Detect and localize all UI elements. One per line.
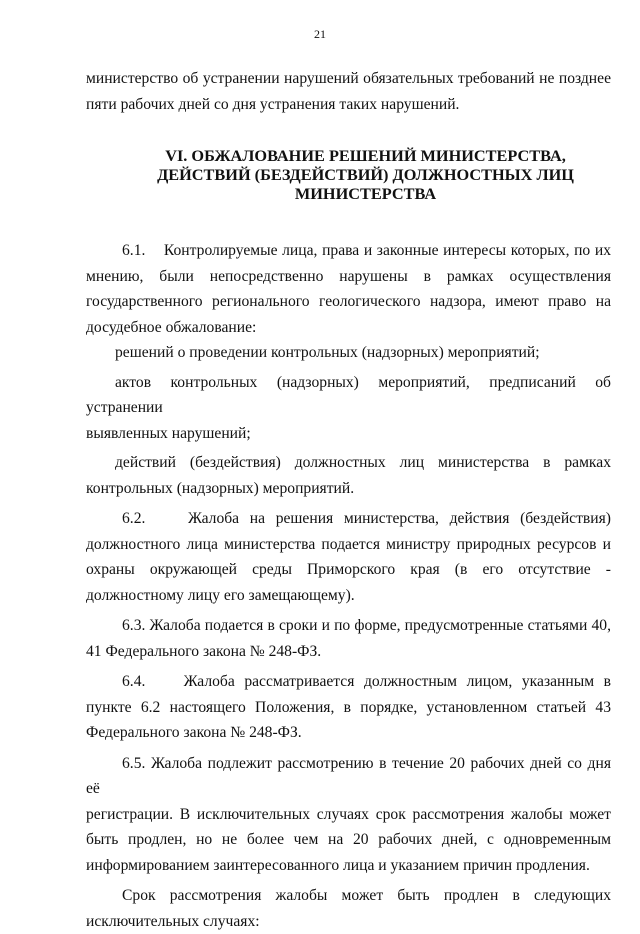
- p6-2-line-2: должностного лица министерства подается министру природных ресурсов и: [86, 532, 611, 558]
- p6-5-line-3: быть продлен, но не более чем на 20 рабочих дней, с одновременным: [86, 827, 611, 853]
- list-actions-line-1: действий (бездействия) должностных лиц министерства в рамках: [86, 450, 611, 476]
- paragraph-6-4: [86, 669, 611, 746]
- p6-1-line-3: государственного регионального геологического надзора, имеют право на: [86, 289, 611, 315]
- page-number: 21: [0, 27, 640, 42]
- paragraph-6-1: [86, 238, 611, 340]
- p-extend-line-2: исключительных случаях:: [86, 909, 611, 934]
- list-actions-line-2: контрольных (надзорных) мероприятий.: [86, 476, 611, 502]
- p6-1-line-1: 6.1. Контролируемые лица, права и законные интересы которых, по их: [86, 238, 611, 264]
- intro-line-2: пяти рабочих дней со дня устранения таких нарушений.: [86, 92, 611, 118]
- section-heading-line-2: ДЕЙСТВИЙ (БЕЗДЕЙСТВИЙ) ДОЛЖНОСТНЫХ ЛИЦ: [120, 165, 611, 184]
- section-heading-line-1: VI. ОБЖАЛОВАНИЕ РЕШЕНИЙ МИНИСТЕРСТВА,: [120, 146, 611, 165]
- section-heading: [86, 146, 611, 203]
- p6-1-line-2: мнению, были непосредственно нарушены в рамках осуществления: [86, 264, 611, 290]
- p6-3-line-2: 41 Федерального закона № 248-ФЗ.: [86, 639, 611, 665]
- p6-4-line-3: Федерального закона № 248-ФЗ.: [86, 720, 611, 746]
- list-acts-line-2: выявленных нарушений;: [86, 421, 611, 447]
- p6-2-line-3: охраны окружающей среды Приморского края (в его отсутствие -: [86, 557, 611, 583]
- paragraph-6-5: [86, 751, 611, 879]
- list-item-actions: [86, 450, 611, 501]
- page-content: [86, 66, 611, 934]
- paragraph-extension: [86, 883, 611, 934]
- p6-4-line-2: пункте 6.2 настоящего Положения, в порядке, установленном статьей 43: [86, 695, 611, 721]
- p6-5-line-4: информированием заинтересованного лица и указанием причин продления.: [86, 853, 611, 879]
- list-item-acts: [86, 370, 611, 447]
- p6-5-line-2: регистрации. В исключительных случаях срок рассмотрения жалобы может: [86, 802, 611, 828]
- p6-1-line-4: досудебное обжалование:: [86, 315, 611, 341]
- p6-3-line-1: 6.3. Жалоба подается в сроки и по форме, предусмотренные статьями 40,: [86, 613, 611, 639]
- list-item-decisions: решений о проведении контрольных (надзорных) мероприятий;: [86, 340, 611, 366]
- p6-2-line-1: 6.2. Жалоба на решения министерства, действия (бездействия): [86, 506, 611, 532]
- paragraph-6-3: [86, 613, 611, 664]
- paragraph-6-2: [86, 506, 611, 608]
- intro-line-1: министерство об устранении нарушений обязательных требований не позднее: [86, 66, 611, 92]
- p-extend-line-1: Срок рассмотрения жалобы может быть продлен в следующих: [86, 883, 611, 909]
- p6-5-line-1: 6.5. Жалоба подлежит рассмотрению в течение 20 рабочих дней со дня её: [86, 751, 611, 802]
- list-acts-line-1: актов контрольных (надзорных) мероприятий, предписаний об устранении: [86, 370, 611, 421]
- p6-4-line-1: 6.4. Жалоба рассматривается должностным лицом, указанным в: [86, 669, 611, 695]
- section-heading-line-3: МИНИСТЕРСТВА: [120, 184, 611, 203]
- p6-2-line-4: должностному лицу его замещающему).: [86, 583, 611, 609]
